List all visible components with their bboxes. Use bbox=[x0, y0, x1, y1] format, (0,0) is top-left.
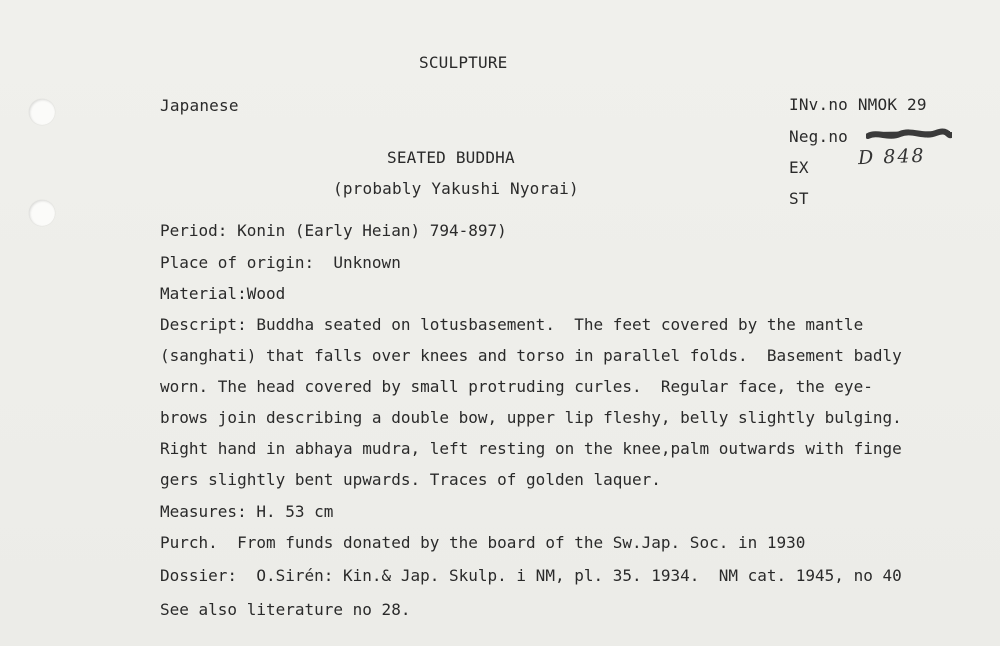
inventory-number: INv.no NMOK 29 bbox=[789, 95, 927, 114]
dossier-field: Dossier: O.Sirén: Kin.& Jap. Skulp. i NM, pl. 35. 1934. NM cat. 1945, no 40 bbox=[160, 566, 902, 585]
object-subtitle: (probably Yakushi Nyorai) bbox=[333, 179, 579, 198]
punch-hole bbox=[29, 200, 55, 226]
description-line: worn. The head covered by small protruding curles. Regular face, the eye- bbox=[160, 377, 873, 396]
object-title: SEATED BUDDHA bbox=[387, 148, 515, 167]
description-line: Descript: Buddha seated on lotusbasement. The feet covered by the mantle bbox=[160, 315, 864, 334]
crossed-out-number bbox=[866, 127, 952, 143]
origin-label: Japanese bbox=[160, 96, 239, 115]
punch-hole bbox=[29, 99, 55, 125]
negative-number-label: Neg.no bbox=[789, 127, 848, 146]
handwritten-negative-number: D 848 bbox=[857, 144, 926, 170]
see-also-field: See also literature no 28. bbox=[160, 600, 411, 619]
material-field: Material:Wood bbox=[160, 284, 286, 303]
place-of-origin-field: Place of origin: Unknown bbox=[160, 253, 401, 272]
description-line: (sanghati) that falls over knees and torso in parallel folds. Basement badly bbox=[160, 346, 902, 365]
description-line: Right hand in abhaya mudra, left resting on the knee,palm outwards with finge bbox=[160, 439, 902, 458]
measures-field: Measures: H. 53 cm bbox=[160, 502, 334, 521]
purchase-field: Purch. From funds donated by the board of the Sw.Jap. Soc. in 1930 bbox=[160, 533, 806, 552]
st-label: ST bbox=[789, 189, 809, 208]
description-line: gers slightly bent upwards. Traces of golden laquer. bbox=[160, 470, 661, 489]
description-line: brows join describing a double bow, upper lip fleshy, belly slightly bulging. bbox=[160, 408, 902, 427]
ex-label: EX bbox=[789, 158, 809, 177]
category-heading: SCULPTURE bbox=[419, 53, 508, 72]
period-field: Period: Konin (Early Heian) 794-897) bbox=[160, 221, 507, 240]
